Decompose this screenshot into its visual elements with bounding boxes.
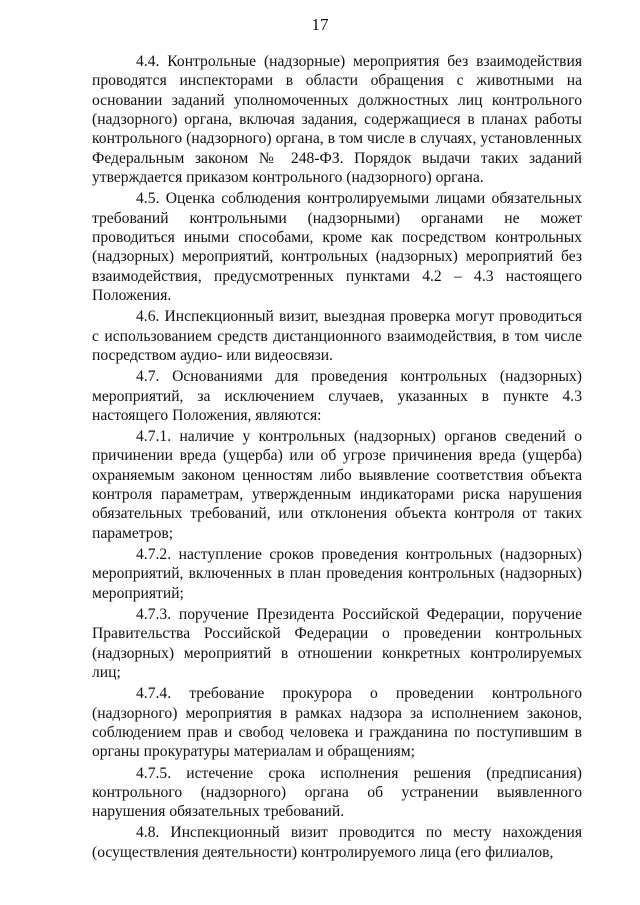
paragraph-4-5: 4.5. Оценка соблюдения контролируемыми лицами обязательных требований контрольными (надзорными) органами не может проводиться иными способами, кроме как посредством контрольных (надзорных) мероприятий, контрольных (надзорных) мероприятий без взаимодействия, предусмотренных пунктами 4.2 – 4.3 настоящего Положения. — [92, 190, 582, 305]
paragraph-4-7-1: 4.7.1. наличие у контрольных (надзорных) органов сведений о причинении вреда (ущерба) или об угрозе причинения вреда (ущерба) охраняемым законом ценностям либо выявление соответствия объекта контроля параметрам, утвержденным индикаторами риска нарушения обязательных требований, или отклонения объекта контроля от таких параметров; — [92, 428, 582, 542]
paragraph-4-7-5: 4.7.5. истечение срока исполнения решения (предписания) контрольного (надзорного) органа об устранении выявленного нарушения обязательных требований. — [92, 764, 582, 821]
document-body — [92, 52, 582, 862]
paragraph-4-6: 4.6. Инспекционный визит, выездная проверка могут проводиться с использованием средств дистанционного взаимодействия, в том числе посредством аудио- или видеосвязи. — [92, 308, 582, 364]
paragraph-4-7-4: 4.7.4. требование прокурора о проведении контрольного (надзорного) мероприятия в рамках надзора за исполнением законов, соблюдением прав и свобод человека и гражданина по поступившим в органы прокуратуры материалам и обращениям; — [92, 685, 582, 761]
paragraph-4-4: 4.4. Контрольные (надзорные) мероприятия без взаимодействия проводятся инспекторами в области обращения с животными на основании заданий уполномоченных должностных лиц контрольного (надзорного) органа, включая задания, содержащиеся в планах работы контрольного (надзорного) органа, в том числе в случаях, установленных Федеральным законом № 248-ФЗ. Порядок выдачи таких заданий утверждается приказом контрольного (надзорного) органа. — [92, 53, 582, 187]
page-number: 17 — [311, 15, 329, 34]
paragraph-4-7: 4.7. Основаниями для проведения контрольных (надзорных) мероприятий, за исключением случаев, указанных в пункте 4.3 настоящего Положения, являются: — [92, 368, 582, 424]
paragraph-4-7-2: 4.7.2. наступление сроков проведения контрольных (надзорных) мероприятий, включенных в план проведения контрольных (надзорных) мероприятий; — [92, 546, 582, 602]
paragraph-4-7-3: 4.7.3. поручение Президента Российской Федерации, поручение Правительства Российской Федерации о проведении контрольных (надзорных) мероприятий в отношении конкретных контролируемых лиц; — [92, 605, 582, 681]
paragraph-4-8: 4.8. Инспекционный визит проводится по месту нахождения (осуществления деятельности) контролируемого лица (его филиалов, — [92, 824, 582, 861]
